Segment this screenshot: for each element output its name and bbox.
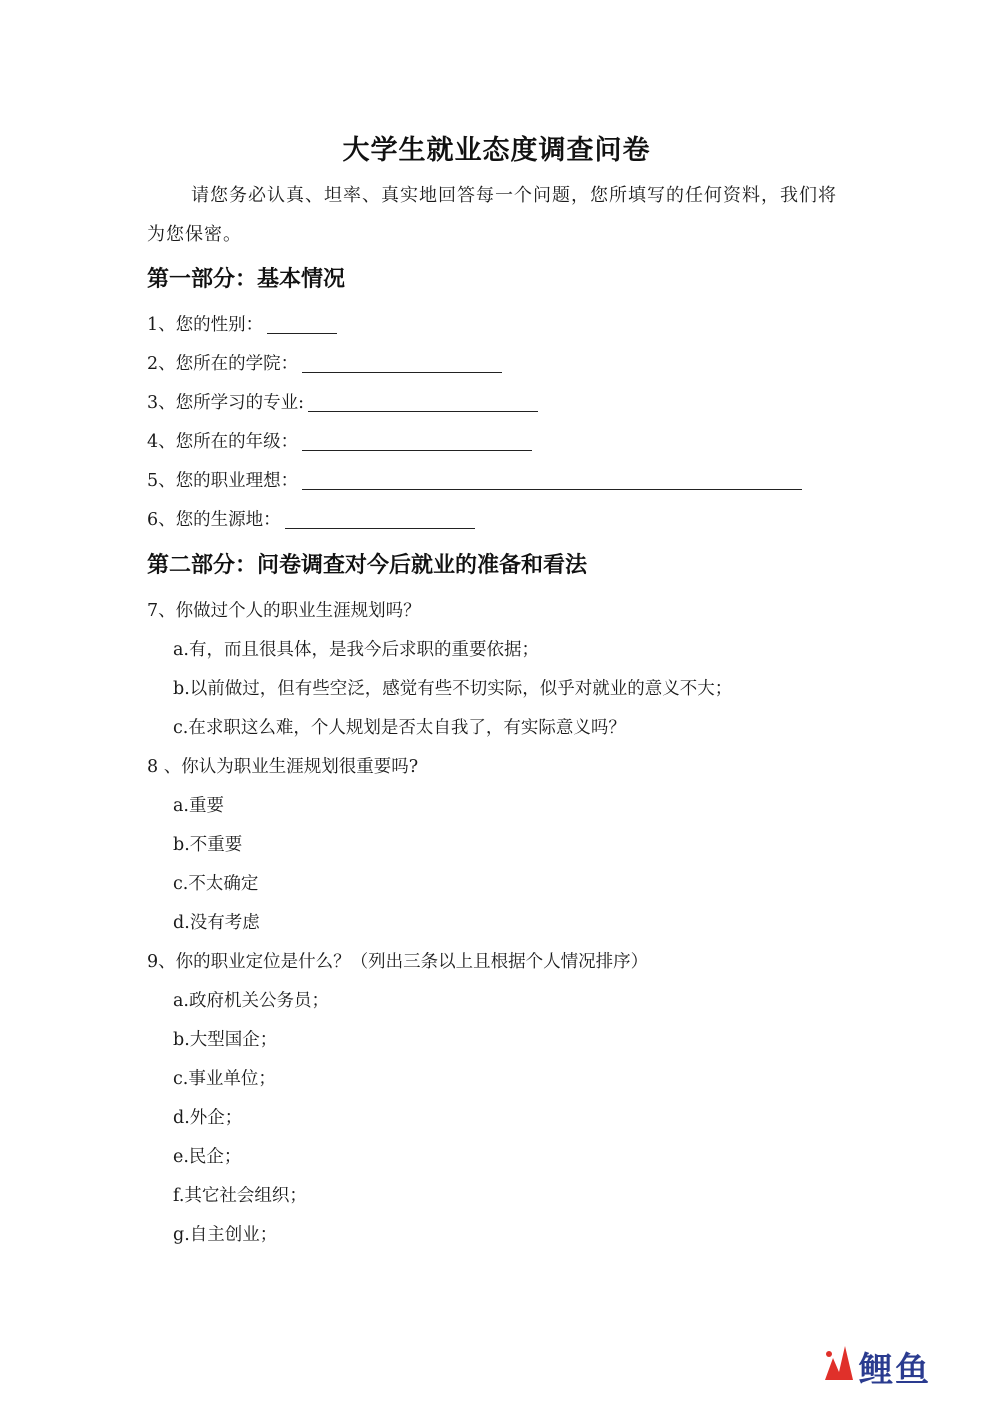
college-blank[interactable] (302, 371, 502, 373)
field-career-ideal (147, 467, 802, 492)
field-origin (147, 506, 475, 531)
q7-option-c[interactable]: c.在求职这么难，个人规划是否太自我了，有实际意义吗？ (173, 718, 626, 738)
field-grade (147, 428, 532, 453)
field-label: 4、您所在的年级： (147, 432, 299, 452)
q9-option-g[interactable]: g.自主创业； (173, 1225, 278, 1245)
q9-option-f[interactable]: f.其它社会组织； (173, 1186, 307, 1206)
section-heading-basic-info: 第一部分：基本情况 (147, 267, 346, 292)
gender-blank[interactable] (267, 332, 337, 334)
field-college (147, 350, 502, 375)
q9-option-a[interactable]: a.政府机关公务员； (173, 991, 329, 1011)
question-7: 7、你做过个人的职业生涯规划吗？ (147, 601, 421, 621)
grade-blank[interactable] (302, 449, 532, 451)
watermark-logo (819, 1340, 969, 1390)
q7-option-a[interactable]: a.有，而且很具体，是我今后求职的重要依据； (173, 640, 539, 660)
career-ideal-blank[interactable] (302, 488, 802, 490)
question-8: 8 、你认为职业生涯规划很重要吗? (147, 757, 419, 777)
major-blank[interactable] (308, 410, 538, 412)
field-gender (147, 311, 337, 336)
watermark-text: 鲤鱼 (859, 1350, 931, 1390)
q8-option-a[interactable]: a.重要 (173, 796, 224, 816)
intro-paragraph: 请您务必认真、坦率、真实地回答每一个问题，您所填写的任何资料，我们将为您保密。 (147, 185, 837, 245)
section-heading-employment: 第二部分：问卷调查对今后就业的准备和看法 (147, 553, 588, 578)
field-label: 2、您所在的学院： (147, 354, 299, 374)
q7-option-b[interactable]: b.以前做过，但有些空泛，感觉有些不切实际，似乎对就业的意义不大； (173, 679, 733, 699)
field-label: 5、您的职业理想： (147, 471, 299, 491)
question-9: 9、你的职业定位是什么？（列出三条以上且根据个人情况排序） (147, 952, 649, 972)
q9-option-e[interactable]: e.民企； (173, 1147, 242, 1167)
field-label: 1、您的性别： (147, 315, 264, 335)
field-major (147, 389, 538, 414)
q9-option-c[interactable]: c.事业单位； (173, 1069, 276, 1089)
q9-option-d[interactable]: d.外企； (173, 1108, 243, 1128)
field-label: 3、您所学习的专业: (147, 393, 305, 413)
flame-icon (819, 1340, 859, 1386)
q9-option-b[interactable]: b.大型国企； (173, 1030, 278, 1050)
q8-option-d[interactable]: d.没有考虑 (173, 913, 260, 933)
page-title: 大学生就业态度调查问卷 (342, 135, 651, 166)
origin-blank[interactable] (285, 527, 475, 529)
q8-option-b[interactable]: b.不重要 (173, 835, 243, 855)
field-label: 6、您的生源地： (147, 510, 281, 530)
q8-option-c[interactable]: c.不太确定 (173, 874, 259, 894)
